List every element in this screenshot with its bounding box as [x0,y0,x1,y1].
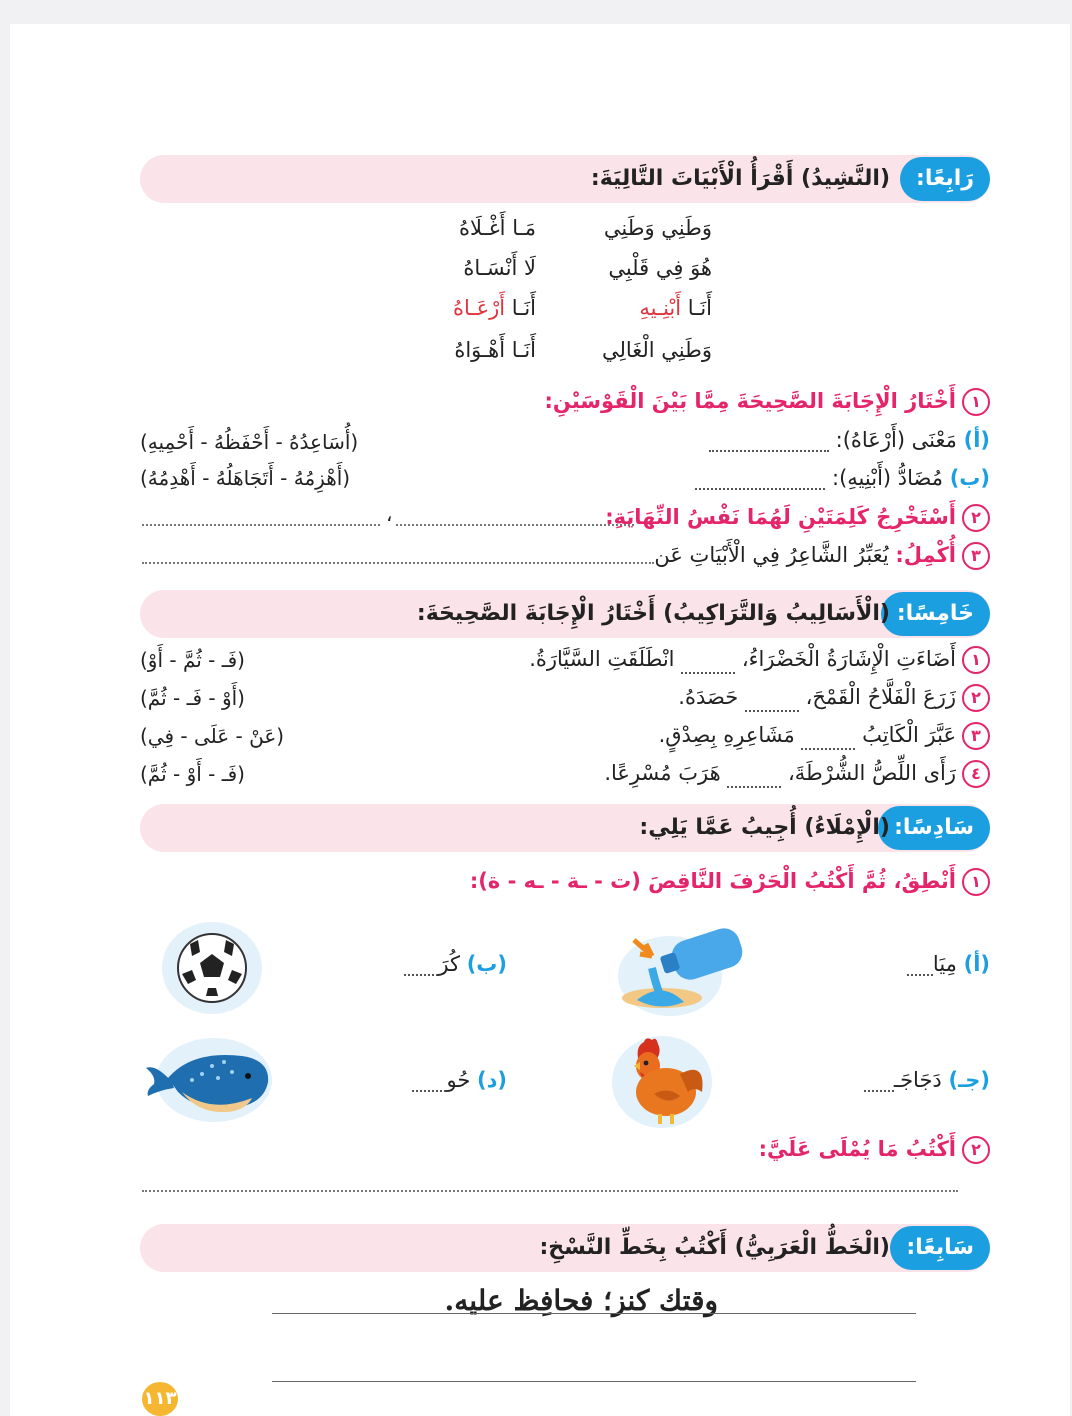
section5-header [140,590,990,638]
poem-line-2-right: هُوَ فِي قَلْبِي [608,256,712,280]
s5-item-2: ٢زَرَعَ الْفَلَّاحُ الْقَمْحَ، حَصَدَهُ. [678,684,990,712]
worksheet-page [10,24,1070,1416]
answer-blank[interactable] [695,472,825,490]
s4-q1-title: ١أَخْتَارُ الْإِجَابَةَ الصَّحِيحَةَ مِمَّا بَيْنَ الْقَوْسَيْنِ: [545,388,990,416]
answer-line-1[interactable] [396,524,634,526]
whale-icon [142,1034,274,1124]
answer-blank[interactable] [864,1074,894,1092]
s6-q1: ١أَنْطِقُ، ثُمَّ أَكْتُبُ الْحَرْفَ النَّاقِصَ (ت - ـة - ـه - ة): [470,868,990,896]
poem-line-2-left: لَا أَنْسَـاهُ [463,256,536,280]
poem-line-4-right: وَطَنِي الْغَالِي [601,338,712,362]
calligraphy-sentence: وقتك كنز؛ فحافِظ عليه. [444,1284,718,1317]
s4-q1-a: (أ) مَعْنَى (أَرْعَاهُ): [709,428,990,452]
s5-item-1-options: (فَـ - ثُمَّ - أَوْ) [140,648,245,672]
s6-word-b: (ب) كُرَ [404,952,507,976]
s4-q1-b: (ب) مُضَادُّ (أَبْنِيهِ): [695,466,990,490]
section4-header [140,155,990,203]
s4-q1-a-options: (أُسَاعِدُهُ - أَحْفَظُهُ - أَحْمِيهِ) [140,430,359,454]
s5-item-3: ٣عَبَّرَ الْكَاتِبُ مَشَاعِرِهِ بِصِدْقٍ. [659,722,990,750]
s4-q1-b-options: (أَهْزِمُهُ - أَتَجَاهَلُهُ - أَهْدِمُهُ) [140,466,351,490]
section6-header [140,804,990,852]
s5-item-4-options: (فَـ - أَوْ - ثُمَّ) [140,762,245,786]
answer-blank[interactable] [709,434,829,452]
s6-word-c: (جـ) دَجَاجَـ [864,1068,990,1092]
answer-blank[interactable] [745,694,799,712]
section4-title: (النَّشِيدُ) أَقْرَأُ الْأَبْيَاتَ التَّالِيَةَ: [590,166,890,191]
section6-title: (الْإِمْلَاءُ) أُجِيبُ عَمَّا يَلِي: [639,815,890,840]
s6-q2: ٢أَكْتُبُ مَا يُمْلَى عَلَيَّ: [759,1136,990,1164]
dictation-line[interactable] [142,1190,958,1192]
section5-label: خَامِسًا: [881,592,990,636]
chicken-icon [610,1030,714,1130]
poem-line-1-left: مَـا أَغْـلَاهُ [459,216,536,240]
section7-title: (الْخَطُّ الْعَرَبِيُّ) أَكْتُبُ بِخَطِّ النَّسْخِ: [539,1235,890,1260]
section6-label: سَادِسًا: [878,806,990,850]
answer-blank[interactable] [412,1074,446,1092]
s5-item-2-options: (أَوْ - فَـ - ثُمَّ) [140,686,245,710]
poem-line-1-right: وَطَنِي وَطَنِي [603,216,712,240]
section5-title: (الْأَسَالِيبُ وَالتَّرَاكِيبُ) أَخْتَارُ الْإِجَابَةَ الصَّحِيحَةَ: [416,601,890,626]
water-bottle-icon [612,920,752,1020]
s5-item-3-options: (عَنْ - عَلَى - فِي) [140,724,285,748]
s5-item-4: ٤رَأَى اللِّصُّ الشُّرْطَةَ، هَرَبَ مُسْرِعًا. [604,760,990,788]
s4-q3: ٣أُكْمِلُ: يُعَبِّرُ الشَّاعِرُ فِي الْأَبْيَاتِ عَن [654,542,990,570]
poem-line-3-left: أَنَـا أَرْعَـاهُ [453,296,536,320]
comma: ، [386,502,393,526]
section4-label: رَابِعًا: [900,157,990,201]
answer-blank[interactable] [801,732,855,750]
s6-word-d: (د) حُو [412,1068,507,1092]
answer-blank[interactable] [681,656,735,674]
poem-line-4-left: أَنَـا أَهْـوَاهُ [454,338,536,362]
soccer-ball-icon [160,918,264,1018]
s5-item-1: ١أَضَاءَتِ الْإِشَارَةُ الْخَضْرَاءُ، انْطَلَقَتِ السَّيَّارَةُ. [529,646,990,674]
answer-blank[interactable] [907,958,933,976]
page-number-badge: ١١٣ [142,1382,178,1416]
writing-line-1[interactable] [272,1312,916,1314]
answer-blank[interactable] [727,770,781,788]
s6-word-a: (أ) مِيَا [907,952,990,976]
answer-line-3[interactable] [142,562,654,564]
answer-blank[interactable] [404,958,438,976]
s4-q2: ٢أَسْتَخْرِجُ كَلِمَتَيْنِ لَهُمَا نَفْسُ النِّهَايَةِ: [605,504,990,532]
section7-header [140,1224,990,1272]
writing-line-2[interactable] [272,1380,916,1382]
section7-label: سَابِعًا: [890,1226,990,1270]
answer-line-2[interactable] [142,524,380,526]
poem-line-3-right: أَنَـا أَبْنِـيهِ [639,296,712,320]
